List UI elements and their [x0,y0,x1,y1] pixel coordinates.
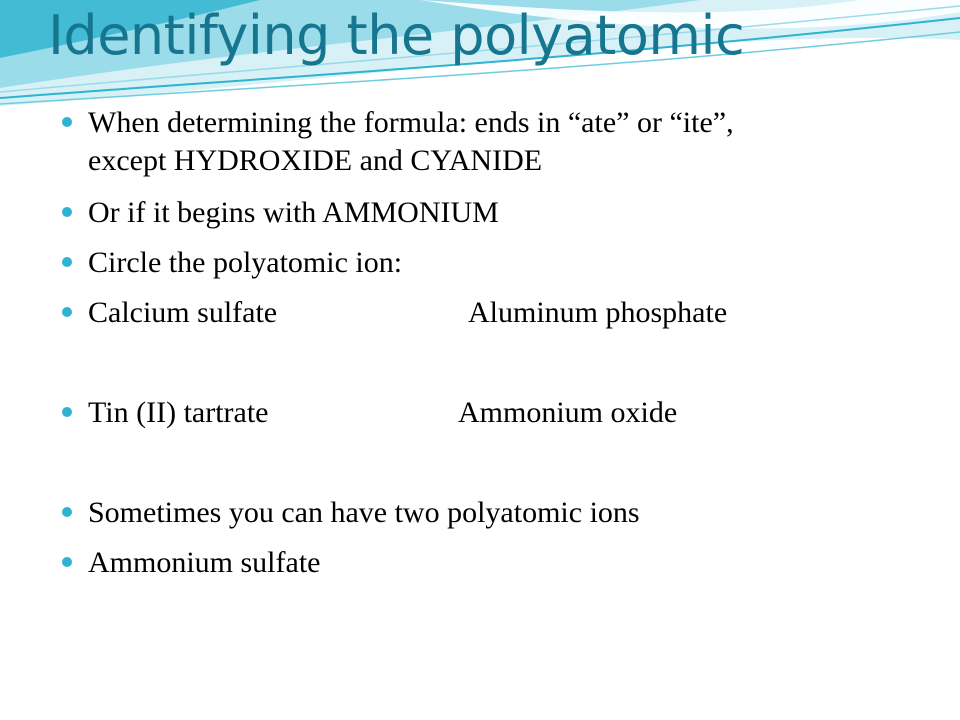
bullet-dot-icon [62,507,72,517]
bullet-dot-icon [62,407,72,417]
bullet-dot-icon [62,257,72,267]
bullet-text: Ammonium sulfate [88,546,321,579]
bullet-text: Or if it begins with AMMONIUM [88,196,499,229]
bullet-text-line2: except HYDROXIDE and CYANIDE [88,144,543,177]
bullet-dot-icon [62,117,72,127]
bullet-text: Circle the polyatomic ion: [88,246,403,279]
slide-title: Identifying the polyatomic [48,4,745,67]
bullet-dot-icon [62,207,72,217]
bullet-text: Calcium sulfate [88,296,278,329]
bullet-text: Tin (II) tartrate [88,396,269,429]
bullet-dot-icon [62,307,72,317]
bullet-text-right: Ammonium oxide [458,396,678,429]
bullet-dot-icon [62,557,72,567]
bullet-text: Sometimes you can have two polyatomic ions [88,496,640,529]
bullet-text-line1: When determining the formula: ends in “ate” or “ite”, [88,106,734,139]
bullet-text [88,104,734,180]
bullet-text-right: Aluminum phosphate [468,296,728,329]
